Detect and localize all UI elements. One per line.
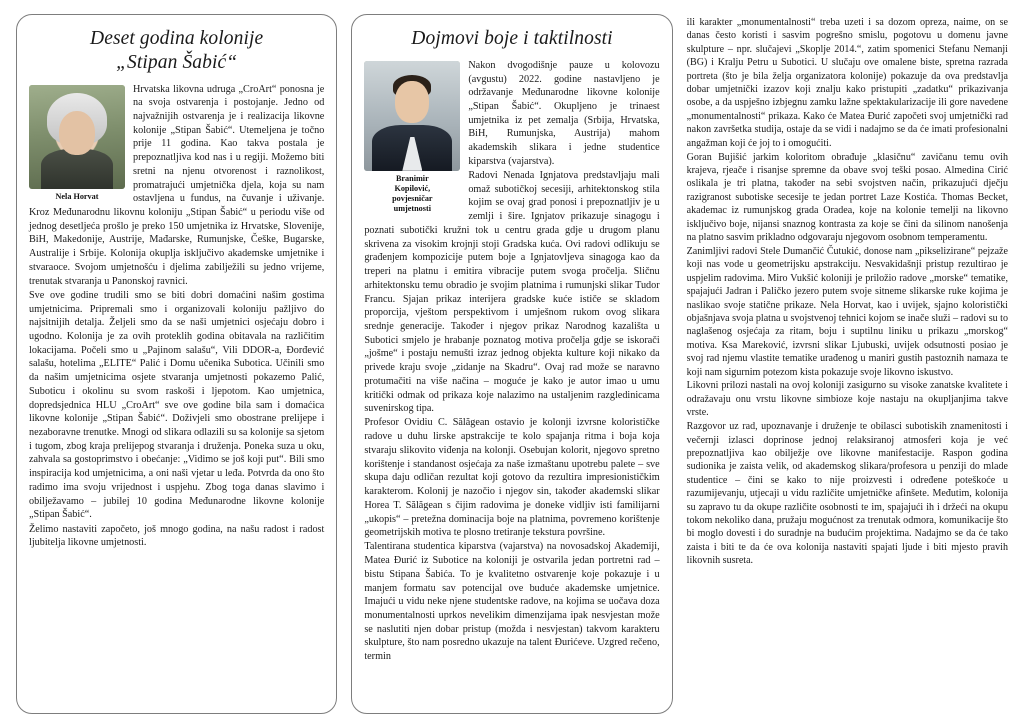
- article-body-right-wrap: [687, 14, 1008, 568]
- column-middle: [351, 14, 672, 715]
- paragraph: Goran Bujišić jarkim koloritom obrađuje „klasičnu“ zavičanu temu ovih krajeva, rjeače i risanjse spremne da obave svoj teški posao. Almedina Cirić oslikala je tri platna, također na sebi svojstven način, prikazujući dječju razigranost subotiske secesije te jedan portret Laze Kostića. Thomas Becket, akademac iz rumunjskog grada Oradea, koje na kolonie temelji na likovno isključivo boje, nijansi snaznog kontrasta za koje se čini da silinom nanošenja na platno sasvim prikladno odgovaraju njegovom osobnom temperamentu.: [686, 151, 1008, 243]
- article-title-line1: Deset godina kolonije: [90, 28, 264, 49]
- paragraph: Zanimljivi radovi Stele Dumančić Čutukić, donose nam „pikselizirane“ pejzaže koji nas vode u geometrijsku apstrakciju. Nesvakidašnji pristup rezultirao je uspjelim radovima. Miro Vukšić koloniji je priložio radove „morske“ tematike, spajajući Jadran i Paličko jezero putem svoje sitneme slikarske ruke kojima je naslikao svoje statične prikaze. Nela Horvat, kao i uvijek, sjajno koloristički objašnjava svoja platna u svojstvenoj tehnici kojom se inače služi – radovi su to naglašenog osjećaja za ritam, boju i suptilnu liniku u prikazu „morskog“ motiva. Ksa Mareković, izvrsni slikar Ljubuski, uvijek odsutnosti posiao je svoj rad njemu vlastite tematike urađenog u maniri gustih pastoznih namaza te koji nam sigurnim potezom kista pokazuje svoje likovno iskustvo.: [686, 245, 1008, 378]
- photo-block-nela-horvat: [29, 85, 125, 202]
- photo-caption-branimir-kopilovic: [364, 174, 460, 214]
- article-title-middle: [364, 27, 659, 51]
- caption-line-4: umjetnosti: [393, 203, 431, 213]
- article-frame-left: [16, 14, 337, 714]
- paragraph: Hrvatska likovna udruga „CroArt“ ponosna je na svoja ostvarenja i postojanje. Jedno od najvažnijih ostvarenja je i realizacija likovne kolonije „Stipan Šabić“. Utemeljena je točno prije 11 godina. Kao takva postala je prepoznatljiva kod nas i u regiji. Možemo biti sretni na njenu otvorenost i raznolikost, promatrajući umjetnička djela, koja su nam ostavljena u fundus, na čuvanje i uživanje. Kroz Međunarodnu likovnu koloniju „Stipan Šabić“ u periodu više od jednog desetljeća prošlo je preko 150 umjetnika iz Hrvatske, Slovenije, BiH, Makedonije, Austrije, Mađarske, Rumunjske, Češke, Bugarske, Australije i Srbije. Kolonija okuplja isključivo akademske umjetnike i stvaraoce. Svojom umjetnošću i djelima zabilježili su jedno vrijeme, trenutak stvaranja u Panonskoj ravnici.: [29, 83, 325, 287]
- column-right: [687, 14, 1008, 715]
- article-frame-middle: [351, 14, 672, 714]
- paragraph: Talentirana studentica kiparstva (vajarstva) na novosadskoj Akademiji, Matea Đurić iz Subotice na koloniji je ostvarila jedan portretni rad – bistu Stipana Šabića. To je kvalitetno ostvarenje koje pokazuje i u manjem formatu sav potencijal ove buduće akademske umjetnice. Imajući u vidu neke njene studentske radove, na kojima se uočava doza monumentalnosti uprkos nevelikim dimenzijama ipak nesvjestan može se naslutiti njen dobar pristup (možda i nesvjestan) takvom karakteru skulpture, što nam posredno ukazuje na talent Đurićeve. Uzgred rečeno, termin: [364, 541, 660, 663]
- paragraph: Radovi Nenada Ignjatova predstavljaju mali omaž subotičkoj secesiji, arhitektonskog stila kojim se ovaj grad ponosi i prepoznatljiv je u zemlji i šire. Ignjatov prikazuje sinagogu i poznati subotički kružni tok u centru grada gdje u drugom planu skrivena za visokim krojnji stoji Gradska kuća. Ovi radovi odlikuju se građenjem kompozicije putem boje a Ignjatovljeva sinagoga kao da treperi na platnu i emitira vibracije putem svoga pročelja. Sličnu arhitektonsku temu obradio je svojim platnima i rumunjski slikar Tudor Francu. Sjajan prikaz interijera gradske kuće ističe se skladom proporcija, vještom perspektivom i umješnom rukom ovog slikara srednje generacije. Također i njegov prikaz Narodnog kazališta u Subotici smjelo je hrabanje poznatog motiva pročelja gdje se iskorači „jošme“ i postaju nemušti izraz jednog objekta kulture koji nikako da privede kraju svoje „zidanje na Skadru“. Ovaj rad može se naravno protumačiti na više načina – moguće je kako je autor imao u umu kritički odmak od prikaza koje nalazimo na ustaljenim razgledinicama suvenirskog tipa.: [364, 170, 660, 415]
- article-body-right: [687, 16, 1008, 568]
- paragraph: ili karakter „monumentalnosti“ treba uzeti i sa dozom opreza, naime, on se danas često koristi i sasvim pogrešno smislu, pogotovu u domenu javne skulpture – npr. slučajevi „Skoplje 2014.“, zatim spomenici Stefanu Nemanji (BG) i Kralju Petru u Subotici. U slučaju ove omalene biste, spretna razrada portreta (što je bila želja organizatora kolonije) pokazuje da ova predstavlja dobar umjetnički izazov koji znalju kako pristupiti „zadatku“ prikazivanja osobe, a da uspješno izbjegnu zamku lažne spektakularizacije ili gore navedene „monumentalnosti“ prikaza. Kako će Matea Đurić započeti svoj umjetnički rad nakon završetka studija, ostaje da se vidi i nadajmo se da će imati profesionalni angažman koji će joj to i omogućiti.: [686, 17, 1008, 149]
- photo-block-branimir-kopilovic: [364, 61, 460, 214]
- caption-line-2: Kopilović,: [394, 183, 431, 193]
- paragraph: Razgovor uz rad, upoznavanje i druženje te obilasci subotiskih znamenitosti i večernji izlasci doprinose jednoj relaksiranoj atmosferi koja je već prepoznatljiva kao obilježje ove likovne manifestacije. Raspon godina sudionika je zaista velik, od akademskog slikara/profesora u penziji do mlade studentice – čini se kako to nije proizvesti i određene poteškoće u razumijevanju, utjecaji u vidu različite umjetničke afinšete. Međutim, kolonija su zapravo tu da okupe različite osobnosti te im, spajajući ih i držeći na okupu tokom nekoliko dana, pružaju mogućnost za trenutak odmora, komunikacije što bi moglo dovesti i do suradnje na budućim projektima. Nadajmo se da će tako zaista i biti te da će ova kolonija nastaviti spajati ljude i biti mjesto pravih likovnih susreta.: [686, 421, 1008, 567]
- column-left: [16, 14, 337, 715]
- photo-caption-nela-horvat: Nela Horvat: [55, 191, 99, 201]
- article-title-line2: „Stipan Šabić“: [116, 51, 238, 73]
- paragraph: Likovni prilozi nastali na ovoj koloniji zasigurno su visoke zanatske kvalitete i odražavaju onu vrstu likovne simbioze koje nastaju na okupljanjima takve vrste.: [686, 380, 1008, 419]
- portrait-nela-horvat: [29, 85, 125, 189]
- paragraph: Sve ove godine trudili smo se biti dobri domaćini našim gostima umjetnicima. Pripremali smo i organizovali koloniju pažljivo do najsitnijih detalja. Željeli smo da se naši umjetnici osjećaju dobro i ugodno. Kolonija je za ovih proteklih godina obitavala na različitim lokacijama. Počeli smo u „Pajinom salašu“, Vili DDOR-a, Đorđević salašu, hotelima „ELITE“ Palić i Domu učenika Subotica. Učinili smo da našim umjetnicima osjete stvaranja umjetnosti pokazemo Palić, Suboticu i okolinu su svom raskoši i ljepotom. Kao umjetnica, dopredsjednica HLU „CroArt“ sve ove godine bila sam i domaćica likovne kolonije „Stipan Šabić“. Doživjeli smo obostrane prelijepe i nezaboravne trenutke. Mnogi od slikara odlazili su sa kolonije sa sjetom i tugom, zbog kraja prelijepog stvaranja i druženja. Poneka suza u oku, zahvala sa gostoprimstvo i obećanje: „Vidimo se još koji put“. Bili smo inspiracija kod umjetnicima, a oni naši vjetar u leđa. Potvrda da ono što radimo ima svoju vrijednost i uspjehu. Zbog toga danas slavimo i obilježavamo – jubilej 10 godina Međunarodne likovne kolonije „Stipan Šabić“.: [29, 289, 325, 521]
- paragraph: Profesor Ovidiu C. Sălăgean ostavio je kolonji izvrsne kolorističke radove u duhu lirske apstrakcije te kolo spajanja ritma i boja koja stvaraju slikovito viđenja na kolonji. Osebujan kolorit, njegovo spretno korištenje i standanost osjećaja za naše izmaštanu upotrebu palete – sve skupa daju odličan rezultat koji gotovo da rezultira impresionističkim karakterom. Kolonij je nazočio i njegov sin, također akademski slikar Horea T. Sălăgean s čijim radovima je doneke vidljiv isti familijarni „ukopis“ – pretežna dominacija boje na platnima, povremeno korištenje geometrijskih motiva te plosno tretiranje tekstura površine.: [364, 417, 660, 539]
- article-title-text: Dojmovi boje i taktilnosti: [411, 28, 613, 49]
- article-title-left: [29, 27, 324, 75]
- caption-line-3: povjesničar: [392, 193, 433, 203]
- caption-line-1: Branimir: [395, 173, 429, 183]
- paragraph: Želimo nastaviti započeto, još mnogo godina, na našu radost i radost ljubitelja likovne umjetnosti.: [29, 523, 325, 549]
- paragraph: Nakon dvogodišnje pauze u kolovozu (avgustu) 2022. godine nastavljeno je održavanje Međunarodne likovne kolonije „Stipan Šabić“. Okupljeno je trinaest umjetnika iz pet zemalja (Srbija, Hrvatska, BiH, Rumunjska, Austrija) mahom akademskih slikara i jedne studentice kiparstva (vajarstva).: [468, 59, 660, 167]
- portrait-branimir-kopilovic: [364, 61, 460, 171]
